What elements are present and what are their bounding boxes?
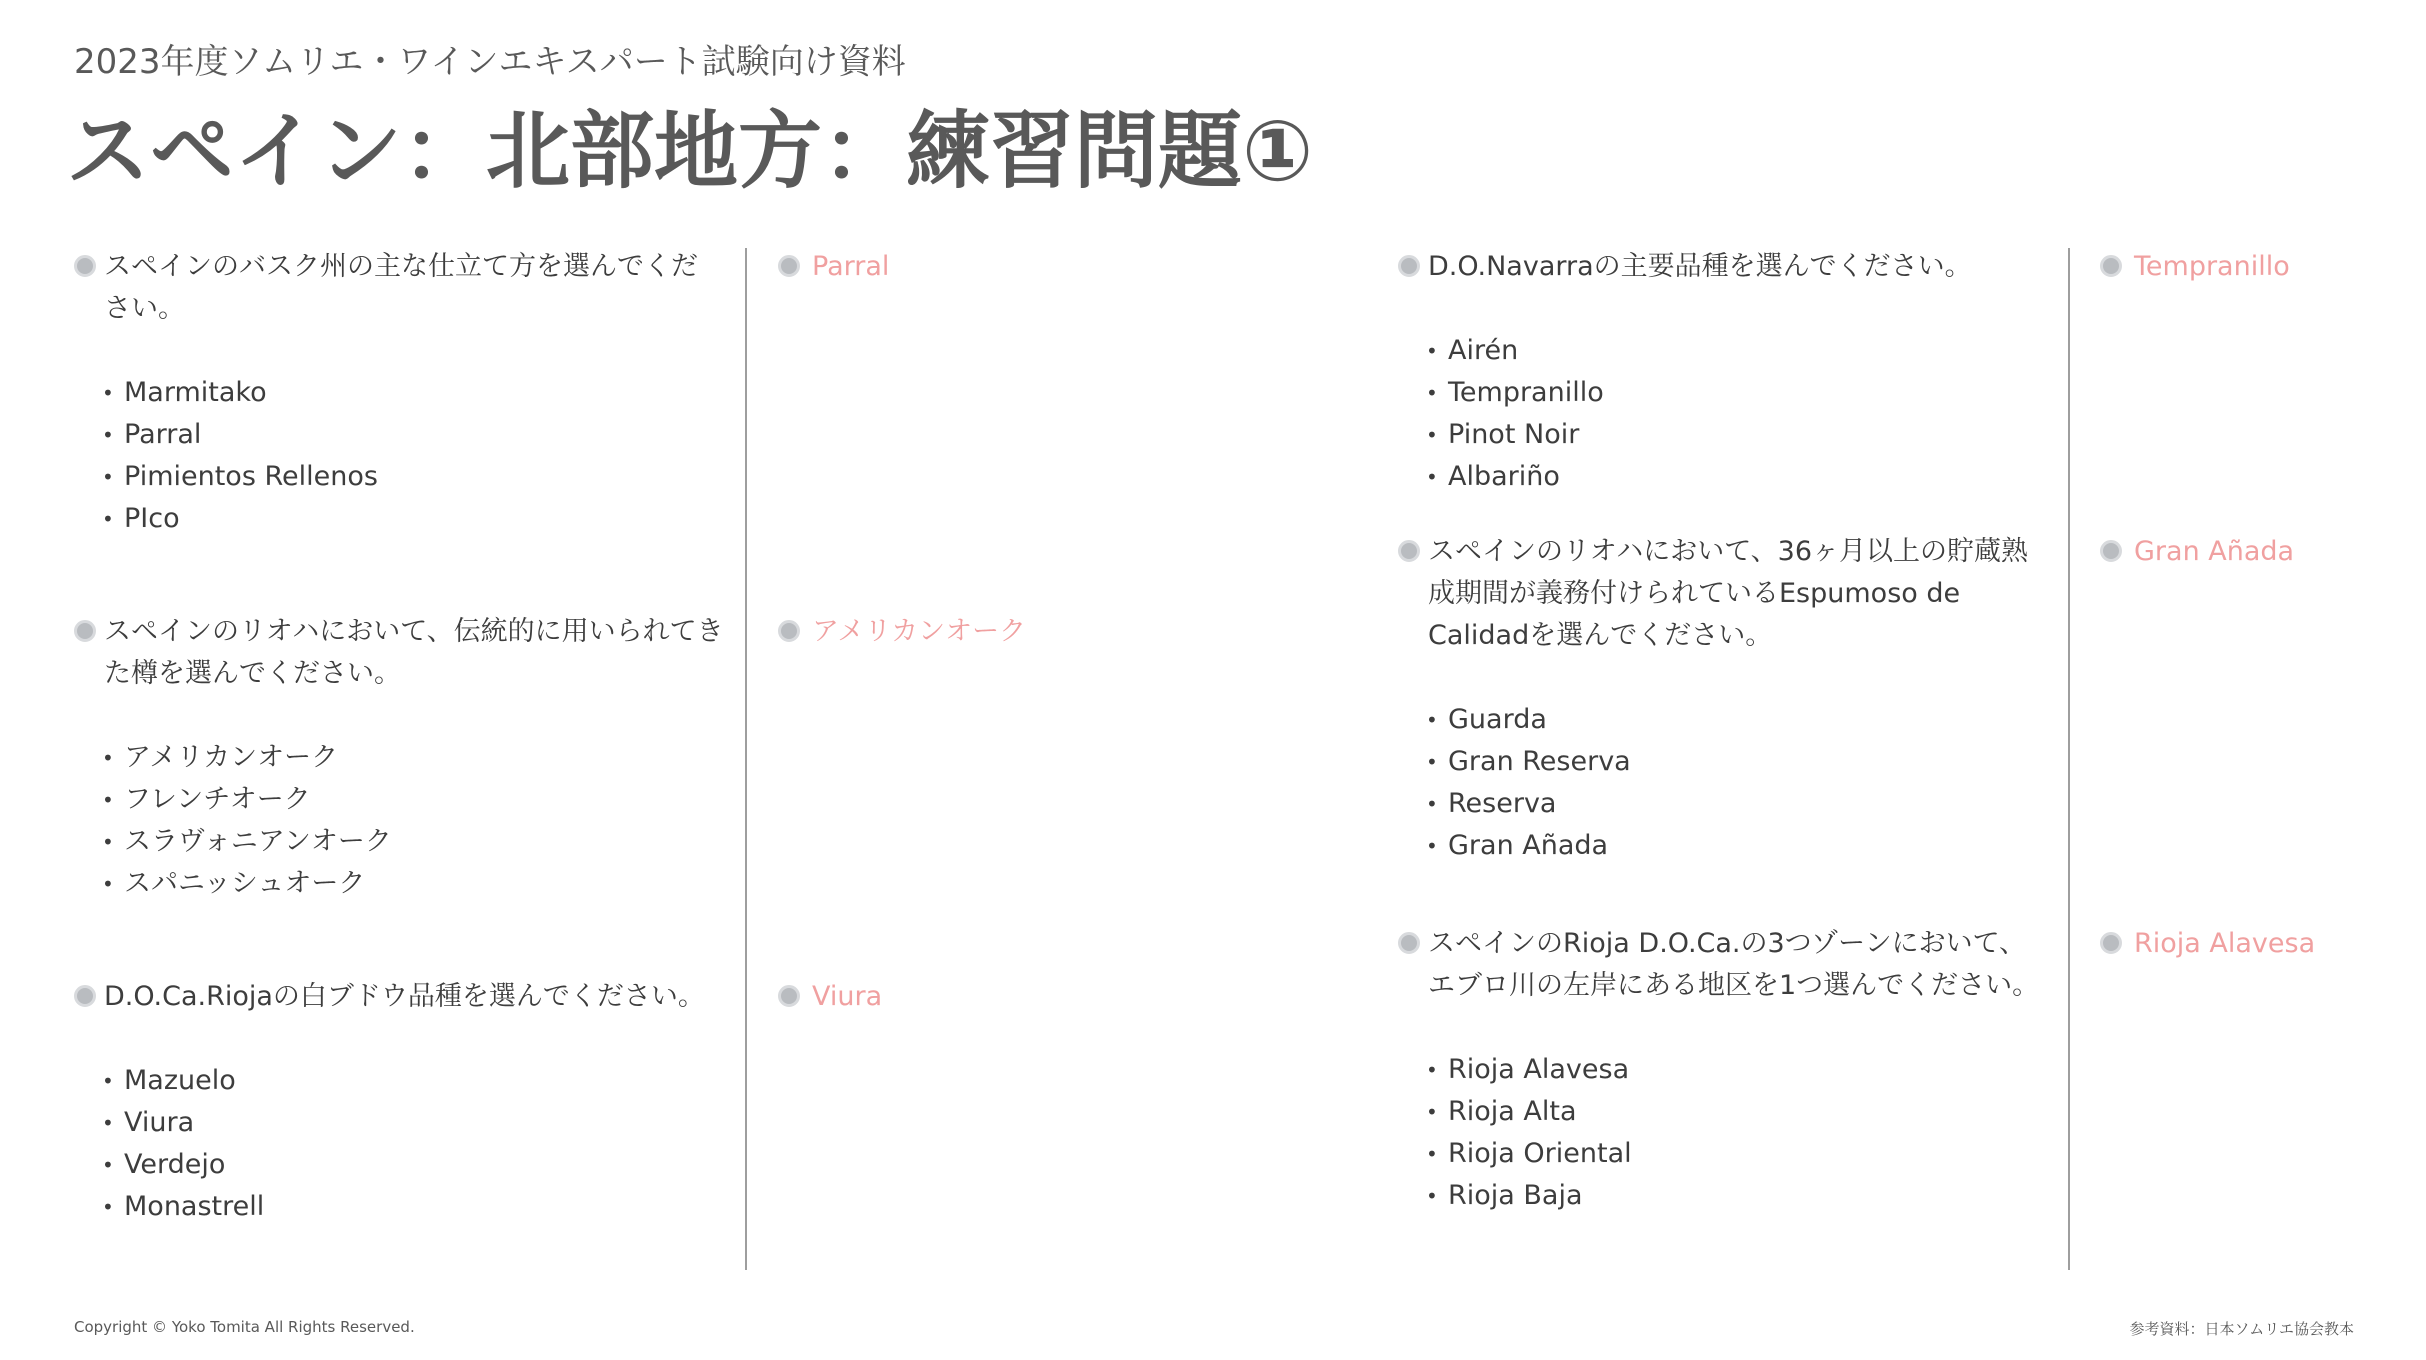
answer-text: Parral — [812, 251, 890, 282]
option-item: • Mazuelo — [102, 1060, 734, 1102]
option-item: • フレンチオーク — [102, 779, 734, 821]
option-item: • Verdejo — [102, 1144, 734, 1186]
answer-text: Viura — [812, 981, 883, 1012]
option-item: • Pimientos Rellenos — [102, 456, 724, 498]
option-list — [1398, 699, 2048, 867]
question-block-3 — [74, 976, 734, 1228]
bullet-dot-icon — [74, 985, 96, 1007]
option-item: • Reserva — [1426, 783, 2048, 825]
question-block-2 — [74, 611, 734, 905]
bullet-dot-icon — [778, 985, 800, 1007]
option-item: • Gran Reserva — [1426, 741, 2048, 783]
deck-subtitle: 2023年度ソムリエ・ワインエキスパート試験向け資料 — [74, 42, 906, 82]
option-item: • Tempranillo — [1426, 372, 2048, 414]
option-item: • スラヴォニアンオーク — [102, 821, 734, 863]
option-item: • Airén — [1426, 330, 2048, 372]
bullet-dot-icon — [74, 255, 96, 277]
option-list — [74, 1060, 734, 1228]
option-item: • Rioja Alta — [1426, 1091, 2048, 1133]
question-text: D.O.Ca.Riojaの白ブドウ品種を選んでください。 — [104, 981, 705, 1012]
option-item: • Parral — [102, 414, 724, 456]
page-title: スペイン：北部地方：練習問題① — [66, 102, 1314, 200]
answer-5 — [2100, 531, 2294, 573]
option-item: • PIco — [102, 498, 724, 540]
option-item: • Pinot Noir — [1426, 414, 2048, 456]
option-item: • Rioja Oriental — [1426, 1133, 2048, 1175]
bullet-dot-icon — [778, 620, 800, 642]
bullet-dot-icon — [778, 255, 800, 277]
answer-6 — [2100, 923, 2315, 965]
option-list — [1398, 330, 2048, 498]
option-item: • Rioja Alavesa — [1426, 1049, 2048, 1091]
bullet-dot-icon — [1398, 540, 1420, 562]
option-item: • Gran Añada — [1426, 825, 2048, 867]
option-list — [74, 737, 734, 905]
answer-3 — [778, 976, 882, 1018]
copyright-notice: Copyright © Yoko Tomita All Rights Reserved. — [74, 1318, 415, 1336]
question-text: D.O.Navarraの主要品種を選んでください。 — [1428, 251, 1972, 282]
question-text: スペインのリオハにおいて、伝統的に用いられてきた樽を選んでください。 — [104, 616, 724, 689]
answer-4 — [2100, 246, 2290, 288]
question-block-1 — [74, 246, 724, 540]
answer-text: Rioja Alavesa — [2134, 928, 2316, 959]
bullet-dot-icon — [2100, 932, 2122, 954]
question-block-4 — [1398, 246, 2048, 498]
question-text: スペインのRioja D.O.Ca.の3つゾーンにおいて、エブロ川の左岸にある地区を1つ選んでください。 — [1428, 928, 2040, 1001]
bullet-dot-icon — [1398, 932, 1420, 954]
question-block-6 — [1398, 923, 2048, 1217]
bullet-dot-icon — [1398, 255, 1420, 277]
option-item: • Rioja Baja — [1426, 1175, 2048, 1217]
bullet-dot-icon — [2100, 540, 2122, 562]
option-list — [74, 372, 724, 540]
option-item: • Viura — [102, 1102, 734, 1144]
option-item: • スパニッシュオーク — [102, 863, 734, 905]
option-list — [1398, 1049, 2048, 1217]
bullet-dot-icon — [74, 620, 96, 642]
question-block-5 — [1398, 531, 2048, 867]
question-text: スペインのバスク州の主な仕立て方を選んでください。 — [104, 251, 698, 324]
column-divider-left — [745, 248, 747, 1270]
answer-2 — [778, 611, 1026, 653]
column-divider-right — [2068, 248, 2070, 1270]
answer-1 — [778, 246, 889, 288]
option-item: • Marmitako — [102, 372, 724, 414]
option-item: • Guarda — [1426, 699, 2048, 741]
option-item: • アメリカンオーク — [102, 737, 734, 779]
bullet-dot-icon — [2100, 255, 2122, 277]
question-text: スペインのリオハにおいて、36ヶ月以上の貯蔵熟成期間が義務付けられているEspumoso de Calidadを選んでください。 — [1428, 536, 2029, 651]
reference-note: 参考資料：日本ソムリエ協会教本 — [2129, 1320, 2354, 1338]
answer-text: Gran Añada — [2134, 536, 2295, 567]
option-item: • Albariño — [1426, 456, 2048, 498]
answer-text: アメリカンオーク — [812, 616, 1027, 647]
option-item: • Monastrell — [102, 1186, 734, 1228]
answer-text: Tempranillo — [2134, 251, 2290, 282]
